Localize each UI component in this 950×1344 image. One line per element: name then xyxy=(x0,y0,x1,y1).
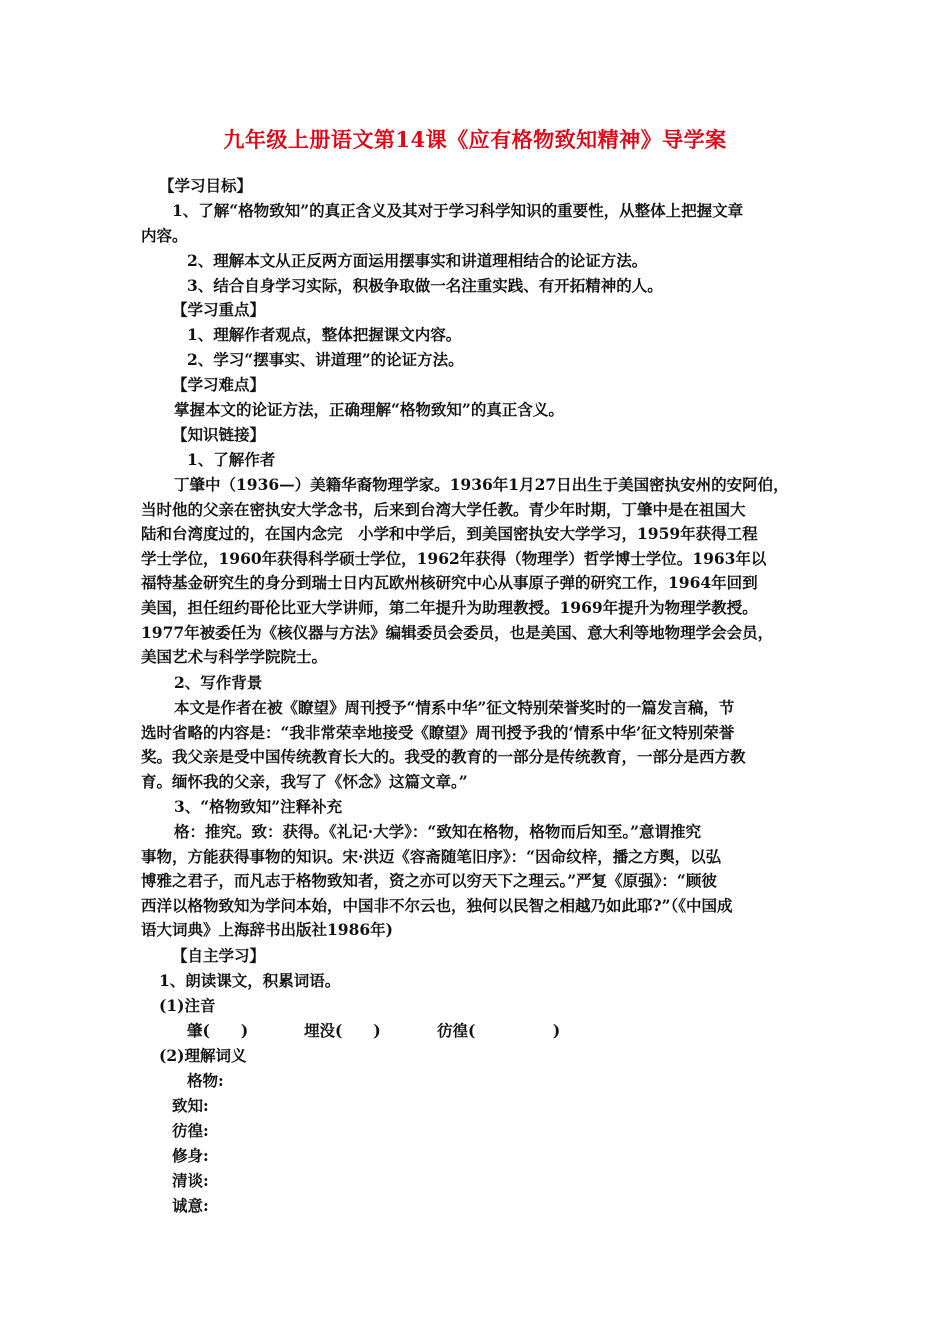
pinyin-heading: (1)注音 xyxy=(159,996,216,1015)
meaning-item-6: 诚意: xyxy=(172,1196,209,1215)
author-line-8: 美国艺术与科学学院院士。 xyxy=(141,647,328,667)
meaning-item-1: 格物: xyxy=(187,1071,224,1090)
difficulty-text: 掌握本文的论证方法，正确理解“格物致知”的真正含义。 xyxy=(174,400,564,419)
meaning-item-5: 清谈: xyxy=(172,1171,209,1190)
note-paragraph xyxy=(141,820,813,943)
difficulty-heading: 【学习难点】 xyxy=(172,375,266,394)
background-heading: 2、写作背景 xyxy=(174,673,263,692)
author-line-5: 福特基金研究生的身分到瑞士日内瓦欧州核研究中心从事原子弹的研究工作，1964年回到 xyxy=(141,573,758,593)
meaning-item-4: 修身: xyxy=(172,1146,209,1165)
background-line-3: 奖。我父亲是受中国传统教育长大的。我受的教育的一部分是传统教育，一部分是西方教 xyxy=(141,747,746,767)
meaning-heading: (2)理解词义 xyxy=(159,1046,247,1065)
author-line-3: 陆和台湾度过的，在国内念完 小学和中学后，到美国密执安大学学习，1959年获得工程 xyxy=(141,524,758,544)
goal-1-line-1: 1、了解“格物致知”的真正含义及其对于学习科学知识的重要性，从整体上把握文章 xyxy=(172,201,744,220)
author-heading: 1、了解作者 xyxy=(187,450,276,469)
goals-heading: 【学习目标】 xyxy=(159,176,253,195)
focus-2: 2、学习“摆事实、讲道理”的论证方法。 xyxy=(187,350,464,369)
note-line-3: 博雅之君子，而凡志于格物致知者，资之亦可以穷天下之理云。”严复《原强》：“顾彼 xyxy=(141,871,717,891)
self-study-heading: 【自主学习】 xyxy=(172,946,266,965)
background-paragraph xyxy=(141,696,813,794)
author-line-1: 丁肇中（1936—）美籍华裔物理学家。1936年1月27日出生于美国密执安州的安阿伯， xyxy=(174,475,789,494)
page-title: 九年级上册语文第14课《应有格物致知精神》导学案 xyxy=(223,127,727,152)
author-line-4: 学士学位，1960年获得科学硕士学位，1962年获得（物理学）哲学博士学位。1963年以 xyxy=(141,548,767,568)
pinyin-item-2: 埋没( ) xyxy=(304,1021,381,1040)
meaning-item-3: 彷徨: xyxy=(172,1121,209,1140)
pinyin-item-1: 肇( ) xyxy=(187,1021,249,1040)
focus-heading: 【学习重点】 xyxy=(172,300,266,319)
background-line-1: 本文是作者在被《瞭望》周刊授予“情系中华”征文特别荣誉奖时的一篇发言稿，节 xyxy=(174,698,735,717)
background-line-2: 选时省略的内容是：“我非常荣幸地接受《瞭望》周刊授予我的‘情系中华’征文特别荣誉 xyxy=(141,722,735,742)
background-line-4: 育。缅怀我的父亲，我写了《怀念》这篇文章。” xyxy=(141,771,468,791)
focus-1: 1、理解作者观点，整体把握课文内容。 xyxy=(187,325,462,344)
author-line-7: 1977年被委任为《核仪器与方法》编辑委员会委员，也是美国、意大利等地物理学会会员， xyxy=(141,622,774,642)
note-line-4: 西洋以格物致知为学问本始，中国非不尔云也，独何以民智之相越乃如此耶?”（《中国成 xyxy=(141,895,733,915)
note-line-2: 事物，方能获得事物的知识。宋·洪迈《容斋随笔旧序》：“因命纹梓，播之方舆，以弘 xyxy=(141,846,722,866)
author-paragraph xyxy=(141,473,813,670)
author-line-2: 当时他的父亲在密执安大学念书，后来到台湾大学任教。青少年时期，丁肇中是在祖国大 xyxy=(141,499,746,519)
pinyin-item-3: 彷徨( ) xyxy=(437,1021,561,1040)
note-line-5: 语大词典》上海辞书出版社1986年) xyxy=(141,920,393,940)
note-heading: 3、“格物致知”注释补充 xyxy=(174,797,343,816)
knowledge-heading: 【知识链接】 xyxy=(172,425,266,444)
self-study-item-1: 1、朗读课文，积累词语。 xyxy=(159,971,341,990)
meaning-item-2: 致知: xyxy=(172,1096,209,1115)
goal-1-line-2: 内容。 xyxy=(141,226,188,245)
goal-2: 2、理解本文从正反两方面运用摆事实和讲道理相结合的论证方法。 xyxy=(187,251,648,270)
author-line-6: 美国，担任纽约哥伦比亚大学讲师，第二年提升为助理教授。1969年提升为物理学教授。 xyxy=(141,597,758,617)
goal-3: 3、结合自身学习实际，积极争取做一名注重实践、有开拓精神的人。 xyxy=(187,276,663,295)
note-line-1: 格：推究。致：获得。《礼记·大学》：“致知在格物，格物而后知至。”意谓推究 xyxy=(174,822,701,841)
